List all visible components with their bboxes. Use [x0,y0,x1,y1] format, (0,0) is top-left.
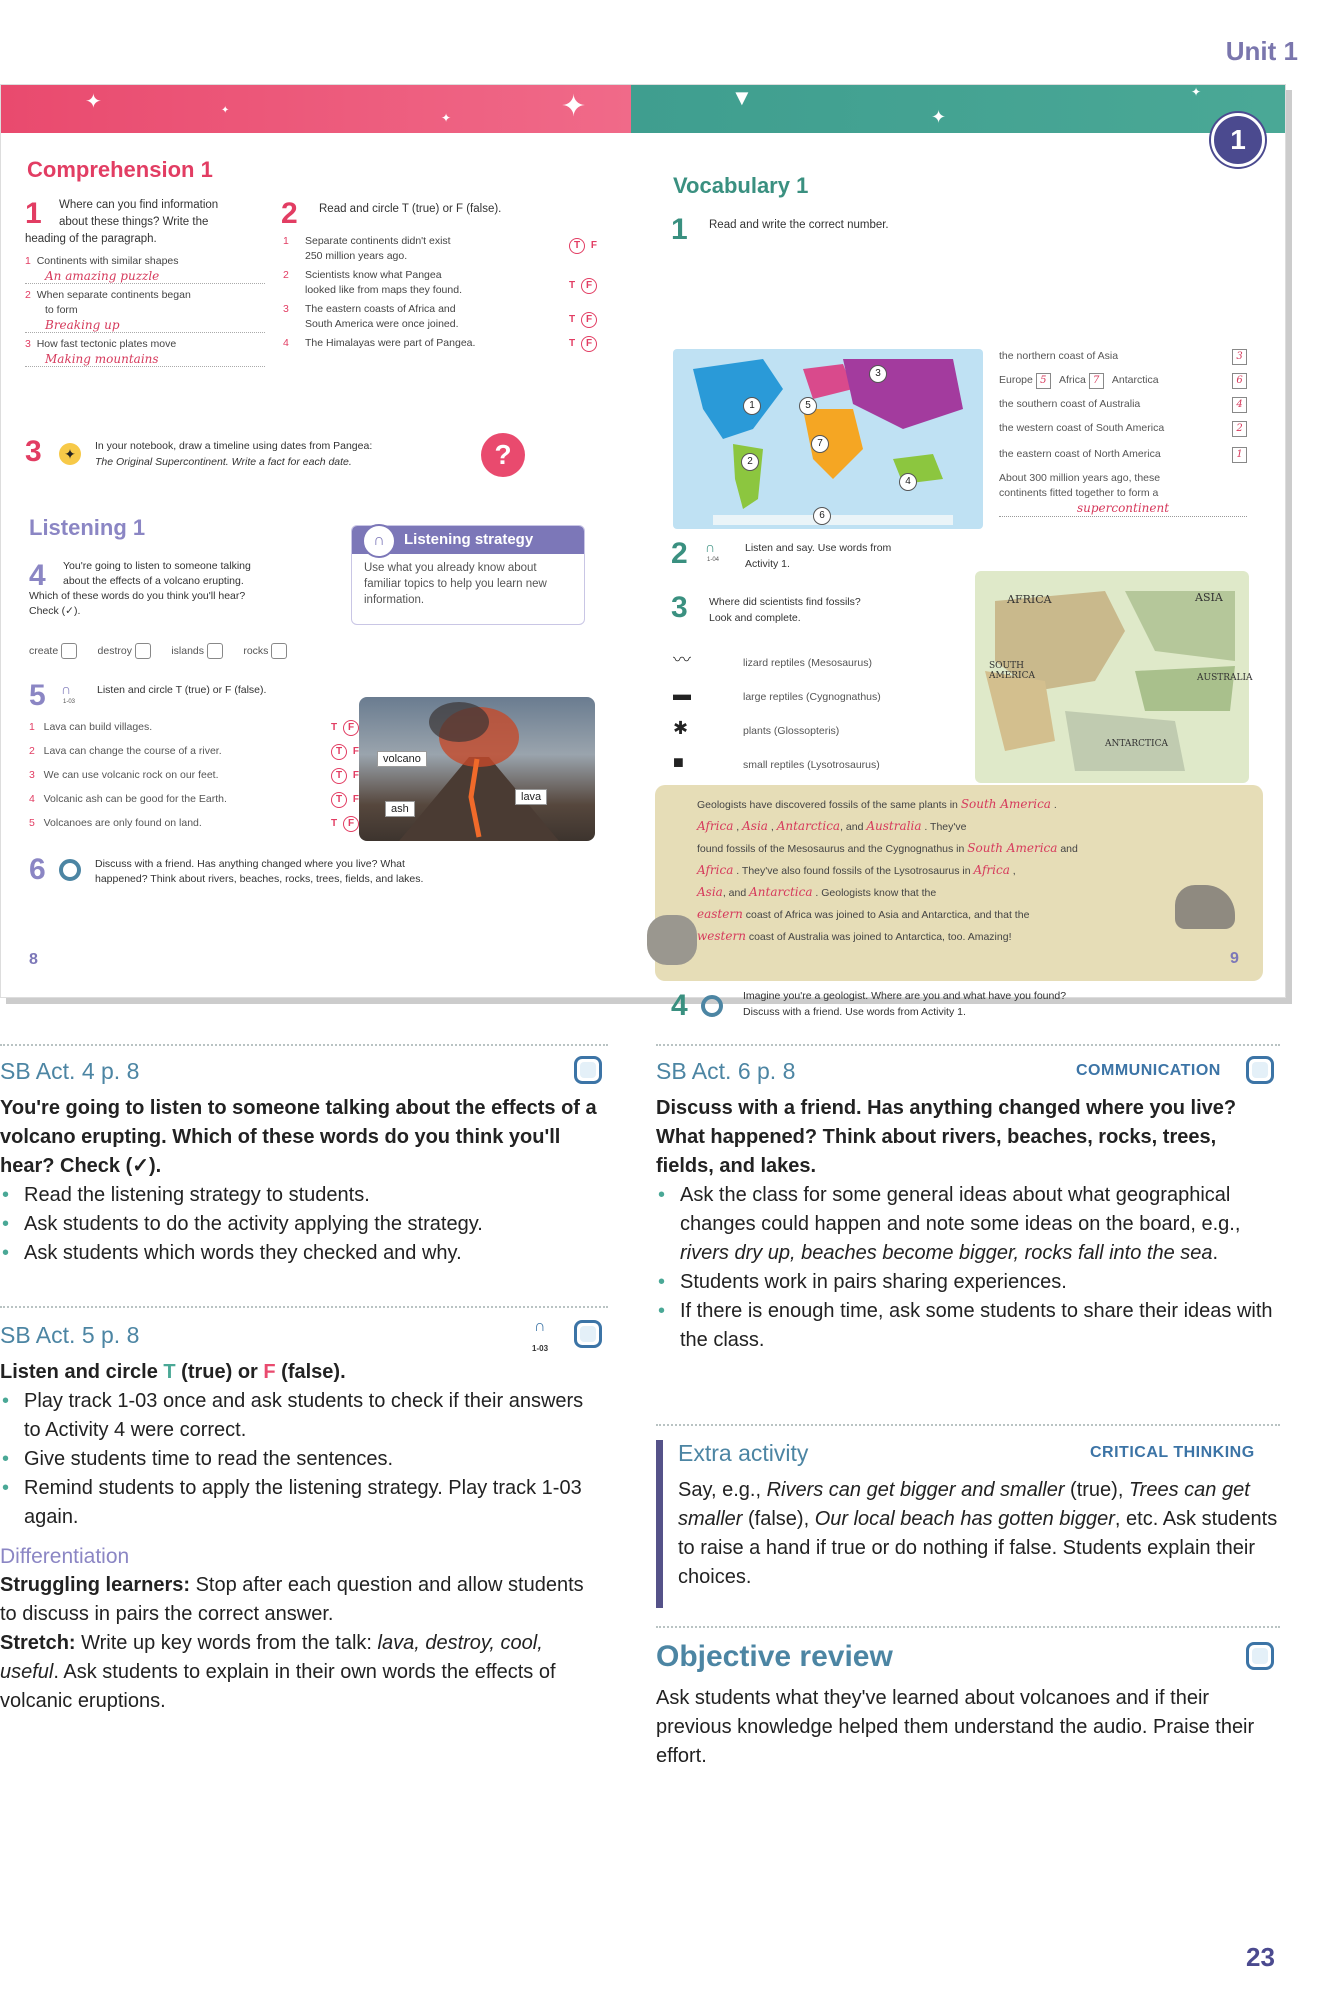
sparkle-icon: ✦ [221,105,230,116]
extra-example: Our local beach has gotten bigger [814,1508,1115,1530]
headphones-icon: ∩ [534,1318,546,1335]
act4-bullet: • Ask students which words they checked and why. [0,1239,600,1268]
paragraph-text: coast of Africa was joined to Asia and Antarctica, and that the [745,909,1030,921]
act6-bullet: • If there is enough time, ask some students to share their ideas with the class. [656,1297,1276,1355]
tf-choice[interactable] [331,768,359,784]
q5-text: Listen and circle T (true) or F (false). [97,684,267,696]
tf-option: F [352,770,359,781]
fossil-paragraph: Geologists have discovered fossils of the same plants in South America . Africa , Asia , Antarctica, and Australia . They've found fossils of the Mesosaurus and the Cygnognathus in South America and Africa . They've also found fossils of the Lysotrosaurus in Africa , Asia, and Antarctica . Geologists know that the eastern coast of Africa was joined to Asia and Antarctica, and that the western coast of Australia was joined to Antarctica, too. Amazing! [655,785,1263,981]
q2-item-text: South America were once joined. [305,318,459,330]
answer-text: western [697,929,746,943]
q1-item-answer: An amazing puzzle [25,269,265,284]
answer-text: Australia [866,819,922,833]
item-number: 3 [25,338,31,350]
act5-instruction: Listen and circle [0,1361,164,1383]
answer-text: Asia [697,885,723,899]
headphones-icon: ∩ [362,524,396,558]
act5-bullet: • Give students time to read the sentences. [0,1445,604,1474]
act4-bullet: • Ask students to do the activity applying the strategy. [0,1210,600,1239]
paragraph-text: coast of Australia was joined to Antarctica, too. Amazing! [748,931,1012,943]
listening-icon [574,1320,602,1348]
item-number: 2 [29,745,35,757]
paragraph-text: . They've [924,821,967,833]
speaking-icon [574,1056,602,1084]
header-band-left [1,85,631,133]
act6-bullet: . [1212,1242,1219,1264]
africa-label: Africa [1058,374,1086,386]
divider [0,1306,608,1308]
act5-notes [0,1358,604,1716]
paragraph-text: , and [840,821,864,833]
act6-notes [656,1094,1276,1355]
answer-text: Antarctica [776,819,841,833]
page-number-right: 9 [1230,950,1239,967]
circled-answer: F [343,720,359,736]
checkbox[interactable] [135,643,151,659]
q5-item-text: Volcanic ash can be good for the Earth. [43,793,227,805]
extra-text: (false), [742,1508,815,1530]
q2-item-text: looked like from maps they found. [305,284,462,296]
q1-text-b: about these things? Write the [59,216,209,228]
track-number: 1-03 [532,1344,549,1353]
communication-tag: COMMUNICATION [1076,1062,1221,1079]
asia-map-label: ASIA [1195,591,1223,604]
extra-text: Say, e.g., [678,1479,767,1501]
australia-map-label: AUSTRALIA [1197,673,1253,683]
answer-text: South America [960,797,1051,811]
circled-answer: T [331,768,347,784]
answer-box[interactable]: 4 [1232,397,1247,413]
q4-word-checklist [29,643,389,659]
stretch-text: . Ask students to explain in their own words the effects of volcanic eruptions. [0,1661,556,1712]
act5-bullet: • Remind students to apply the listening strategy. Play track 1-03 again. [0,1474,604,1532]
headphones-icon: ∩ [705,539,716,555]
differentiation-heading: Differentiation [0,1545,130,1568]
answer-text: Antarctica [749,885,813,899]
objective-review-text: Ask students what they've learned about volcanoes and if their previous knowledge helped them understand the audio. Praise their effort. [656,1687,1255,1767]
comprehension-q3 [25,433,545,479]
map-marker: 4 [899,473,917,491]
vocab-q1-number: 1 [671,213,688,246]
unit-badge: 1 [1211,113,1265,167]
vocab-q2-number: 2 [671,537,688,570]
tf-choice[interactable] [331,816,359,832]
extra-text: (true), [1064,1479,1129,1501]
q2-item-text: The Himalayas were part of Pangea. [305,337,476,349]
paragraph-text: found fossils of the Mesosaurus and the Cygnognathus in [697,843,965,855]
q6-text-a: Discuss with a friend. Has anything changed where you live? What [95,858,405,870]
answer-text: Africa [973,863,1010,877]
circled-answer: F [581,312,597,328]
tf-option: F [590,240,597,251]
extra-activity-bar [656,1440,663,1608]
act4-heading: SB Act. 4 p. 8 [0,1058,140,1084]
lava-label: lava [515,789,547,805]
q1-item-text: the eastern coast of North America [999,448,1161,460]
q5-item-text: Lava can build villages. [43,721,153,733]
q6-text-b: happened? Think about rivers, beaches, rocks, trees, fields, and lakes. [95,873,424,885]
vocab-q4 [671,989,1271,1029]
checkbox[interactable] [271,643,287,659]
sparkle-icon: ✦ [931,107,947,127]
paragraph-text: . They've also found fossils of the Lysotrosaurus in [736,865,971,877]
listening-title: Listening 1 [29,515,146,540]
answer-text: South America [967,841,1058,855]
vocab-q3 [671,591,961,631]
paragraph-text: and [1060,843,1078,855]
answer-box[interactable]: 5 [1036,373,1051,389]
extra-text: , etc. Ask students to raise a hand if true or do nothing if false. Students explain their choices. [678,1508,1278,1588]
page-number-left: 8 [29,951,38,968]
q4-text-c: Which of these words do you think you'll hear? [29,590,246,602]
extra-example: Trees can get smaller [678,1479,1250,1530]
divider [0,1044,608,1046]
answer-text: eastern [697,907,743,921]
act6-heading: SB Act. 6 p. 8 [656,1058,796,1084]
vocab-q2-text-a: Listen and say. Use words from [745,542,892,554]
checkbox[interactable] [207,643,223,659]
circled-answer: T [331,744,347,760]
africa-map-label: AFRICA [1007,593,1052,606]
paragraph-text: , and [722,887,747,899]
stretch-text: Write up key words from the talk: [75,1632,378,1654]
south-america-map-label: SOUTH AMERICA [989,661,1036,681]
item-number: 2 [25,289,31,301]
extra-example: Rivers can get bigger and smaller [766,1479,1065,1501]
speech-bubble-icon [701,995,723,1017]
act5-heading: SB Act. 5 p. 8 [0,1322,140,1348]
textbook-spread [0,84,1286,1022]
act4-instruction: You're going to listen to someone talking about the effects of a volcano erupting. Which of these words do you think you'll hear? Check (✓). [0,1097,597,1177]
item-number: 1 [283,235,289,247]
act5-bullet: • Play track 1-03 once and ask students to check if their answers to Activity 4 were correct. [0,1387,604,1445]
legend-text: plants (Glossopteris) [743,725,840,737]
q4-text-a: You're going to listen to someone talking [63,560,251,572]
map-marker: 7 [811,435,829,453]
q1-item-text: How fast tectonic plates move [36,338,177,350]
q1-item-text: the southern coast of Australia [999,398,1141,410]
circled-answer: F [343,816,359,832]
struggling-text: Stop after each question and allow students to discuss in pairs the correct answer. [0,1574,584,1625]
ash-label: ash [385,801,415,817]
paragraph-text: Geologists have discovered fossils of the same plants in [697,799,958,811]
q6-number: 6 [29,853,46,886]
extra-activity-box [656,1440,1276,1608]
antarctica-map-label: ANTARCTICA [1105,739,1168,749]
listening-q4 [29,559,329,619]
answer-box[interactable]: 6 [1232,373,1247,389]
vocab-q3-number: 3 [671,591,688,624]
q4-number: 4 [29,559,46,592]
q1-item-text: the western coast of South America [999,422,1165,434]
headphones-icon: ∩ [61,681,72,697]
circled-answer: F [581,336,597,352]
tf-choice[interactable] [569,238,597,254]
q1-item-text: to form [45,304,78,316]
q1-text-a: Where can you find information [59,199,219,211]
speaking-icon [1246,1056,1274,1084]
critical-thinking-tag: CRITICAL THINKING [1090,1444,1255,1461]
answer-box[interactable]: 2 [1232,421,1247,437]
divider [656,1626,1280,1628]
act5-instruction: (true) or [175,1361,264,1383]
sparkle-icon: ✦ [85,91,102,113]
act6-bullet-italic: rivers dry up, beaches become bigger, rocks fall into the sea [680,1242,1213,1264]
item-number: 3 [283,303,289,315]
comprehension-q2 [281,197,601,360]
q1-fact-b: continents fitted together to form a [999,487,1159,499]
true-marker: T [163,1361,176,1383]
comprehension-title: Comprehension 1 [27,157,213,182]
pangea-fossil-map [975,571,1253,783]
answer-text: Asia [742,819,768,833]
vocab-q3-text-b: Look and complete. [709,612,801,624]
q3-text-a: In your notebook, draw a timeline using dates from Pangea: [95,440,373,452]
q5-number: 5 [29,679,46,712]
vocab-q2-text-b: Activity 1. [745,558,790,570]
q1-text-c: heading of the paragraph. [25,233,157,245]
q1-item-text: the northern coast of Asia [999,350,1119,362]
rock-icon [647,915,697,965]
sparkle-icon: ✦ [1191,85,1202,99]
act6-bullet: Ask the class for some general ideas about what geographical changes could happen and note some ideas on the board, e.g., [680,1184,1241,1235]
listening-strategy-box [351,525,585,625]
speech-bubble-icon [59,859,81,881]
tf-option: T [331,818,338,829]
tf-choice[interactable] [331,792,359,808]
tf-option: F [352,794,359,805]
q2-item-text: 250 million years ago. [305,250,408,262]
answer-box[interactable]: 7 [1089,373,1104,389]
vocab-q1-items [999,349,1247,517]
circled-answer: T [331,792,347,808]
map-marker: 6 [813,507,831,525]
struggling-label: Struggling learners: [0,1574,191,1596]
strategy-title: Listening strategy [352,526,584,554]
sparkle-icon: ✦ [441,111,452,125]
q5-item-text: We can use volcanic rock on our feet. [43,769,219,781]
tf-option: T [569,314,576,325]
item-number: 5 [29,817,35,829]
item-number: 1 [29,721,35,733]
legend-text: lizard reptiles (Mesosaurus) [743,657,872,669]
volcano-illustration [359,697,595,841]
page-number: 23 [1246,1942,1275,1972]
q2-item-text: Scientists know what Pangea [305,269,442,281]
dinosaur-skull-icon [1175,885,1235,929]
map-marker: 2 [741,453,759,471]
fossil-legend [673,643,973,779]
question-mark-icon: ? [481,433,525,477]
word-label: create [29,644,59,657]
vocab-q1-text: Read and write the correct number. [709,219,889,231]
lizard-fossil-icon: 〰 [673,650,691,670]
legend-text: large reptiles (Cygnognathus) [743,691,881,703]
vocab-q2 [671,537,961,583]
strategy-text: Use what you already know about familiar topics to help you learn new information. [364,562,547,606]
tf-option: T [569,280,576,291]
divider [656,1424,1280,1426]
listening-q6 [29,853,589,887]
reptile-fossil-icon: ▬ [673,684,691,704]
q1-item-text: When separate continents began [36,289,191,301]
q5-item-text: Lava can change the course of a river. [43,745,222,757]
q2-number: 2 [281,197,298,230]
item-number: 1 [25,255,31,267]
listening-q5 [29,679,359,840]
q1-item-text: Continents with similar shapes [36,255,179,267]
item-number: 3 [29,769,35,781]
q2-item-text: The eastern coasts of Africa and [305,303,456,315]
stretch-words: lava, destroy, cool, useful [0,1632,543,1683]
q3-text-b: The Original Supercontinent. Write a fact for each date. [95,456,352,468]
word-label: destroy [97,644,132,657]
extra-activity-text [678,1476,1278,1592]
stretch-label: Stretch: [0,1632,76,1654]
header-band-right [631,85,1285,133]
item-number: 4 [283,337,289,349]
circled-answer: T [569,238,585,254]
q1-fact-a: About 300 million years ago, these [999,472,1161,484]
vocab-q4-number: 4 [671,989,688,1022]
q5-item-text: Volcanoes are only found on land. [43,817,202,829]
vocab-q3-text-a: Where did scientists find fossils? [709,596,861,608]
q1-fact-answer: supercontinent [999,501,1247,517]
act4-notes [0,1094,600,1268]
track-number: 1-03 [63,699,76,705]
act4-bullet: • Read the listening strategy to students. [0,1181,600,1210]
volcano-label: volcano [377,751,427,767]
extra-activity-heading: Extra activity [678,1440,809,1466]
circled-answer: F [581,278,597,294]
answer-text: Africa [697,863,734,877]
unit-label: Unit 1 [1225,36,1298,66]
map-marker: 5 [799,397,817,415]
q1-item-answer: Breaking up [25,318,265,333]
volcano-photo [359,697,595,841]
tf-choice[interactable] [569,278,597,294]
answer-text: Africa [697,819,734,833]
tf-choice[interactable] [569,312,597,328]
world-map [673,349,983,529]
tf-choice[interactable] [331,720,359,736]
answer-box[interactable]: 3 [1232,349,1247,365]
comprehension-q1 [25,197,265,367]
track-number: 1-04 [707,557,720,563]
divider [656,1044,1280,1046]
checkbox[interactable] [61,643,77,659]
act5-instruction: (false). [275,1361,346,1383]
vocab-q4-text-a: Imagine you're a geologist. Where are you and what have you found? [743,990,1067,1002]
tf-option: F [352,746,359,757]
plant-fossil-icon: ✱ [673,718,689,738]
q4-text-d: Check (✓). [29,605,81,617]
act6-bullet: • Students work in pairs sharing experiences. [656,1268,1276,1297]
item-number: 2 [283,269,289,281]
q1-item-answer: Making mountains [25,352,265,367]
europe-label: Europe [999,374,1033,386]
tf-option: T [569,338,576,349]
q3-number: 3 [25,435,42,468]
legend-text: small reptiles (Lysotrosaurus) [743,759,880,771]
objective-review-heading: Objective review [656,1640,893,1673]
map-marker: 1 [743,397,761,415]
paragraph-text: . Geologists know that the [815,887,937,899]
q2-text: Read and circle T (true) or F (false). [319,203,502,215]
vocabulary-title: Vocabulary 1 [673,173,809,198]
sparkle-icon: ✦ [561,90,587,123]
q4-text-b: about the effects of a volcano erupting. [63,575,244,587]
tf-option: T [331,722,338,733]
tf-choice[interactable] [569,336,597,352]
answer-box[interactable]: 1 [1232,447,1247,463]
sparkle-icon: ▼ [731,85,753,110]
small-reptile-icon: ■ [673,752,684,772]
item-number: 4 [29,793,35,805]
tf-choice[interactable] [331,744,359,760]
act6-instruction: Discuss with a friend. Has anything changed where you live? What happened? Think about rivers, beaches, rocks, trees, fields, and lakes. [656,1097,1237,1177]
map-marker: 3 [869,365,887,383]
word-label: rocks [243,644,269,657]
lightbulb-icon: ✦ [59,443,81,465]
false-marker: F [263,1361,276,1383]
q2-item-text: Separate continents didn't exist [305,235,451,247]
vocab-q4-text-b: Discuss with a friend. Use words from Activity 1. [743,1006,966,1018]
speaking-icon [1246,1642,1274,1670]
antarctica-label: Antarctica [1111,374,1159,386]
word-label: islands [171,644,204,657]
q1-number: 1 [25,197,42,230]
